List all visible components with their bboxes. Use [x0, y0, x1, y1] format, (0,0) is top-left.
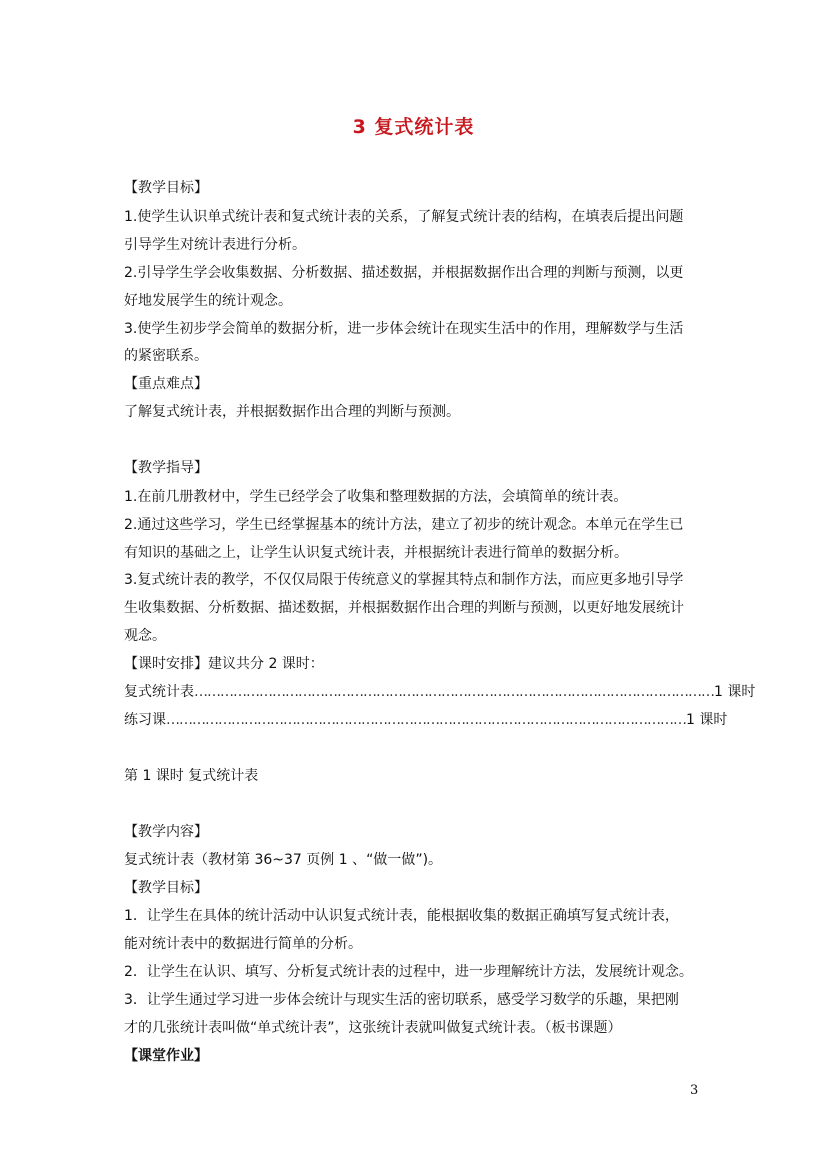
guide-line: 3.复式统计表的教学，不仅仅局限于传统意义的掌握其特点和制作方法，而应更多地引导学 [124, 572, 684, 588]
guide-line: 有知识的基础之上，让学生认识复式统计表，并根据统计表进行简单的数据分析。 [124, 545, 628, 561]
schedule-name: 复式统计表 [124, 684, 194, 700]
teaching-goals-heading-2: 【教学目标】 [124, 880, 208, 896]
teaching-content-text: 复式统计表（教材第 36~37 页例 1 、“做一做”)。 [124, 852, 443, 868]
schedule-name: 练习课 [124, 712, 166, 728]
goal-line: 3．让学生通过学习进一步体会统计与现实生活的密切联系，感受学习数学的乐趣，果把刚 [124, 992, 679, 1008]
teaching-guide-heading: 【教学指导】 [124, 460, 208, 476]
schedule-row [124, 710, 728, 730]
goal-line: 1.使学生认识单式统计表和复式统计表的关系，了解复式统计表的结构，在填表后提出问题 [124, 209, 684, 225]
goal-line: 2．让学生在认识、填写、分析复式统计表的过程中，进一步理解统计方法，发展统计观念。 [124, 964, 693, 980]
guide-line: 生收集数据、分析数据、描述数据，并根据数据作出合理的判断与预测，以更好地发展统计 [124, 600, 684, 616]
goal-line: 3.使学生初步学会简单的数据分析，进一步体会统计在现实生活中的作用，理解数学与生活 [124, 321, 684, 337]
guide-line: 1.在前几册教材中，学生已经学会了收集和整理数据的方法，会填简单的统计表。 [124, 489, 628, 505]
guide-line: 观念。 [124, 628, 166, 644]
guide-line: 2.通过这些学习，学生已经掌握基本的统计方法，建立了初步的统计观念。本单元在学生已 [124, 517, 684, 533]
goal-line: 引导学生对统计表进行分析。 [124, 237, 306, 253]
goal-line: 才的几张统计表叫做“单式统计表”，这张统计表就叫做复式统计表。（板书课题） [124, 1020, 622, 1036]
goal-line: 2.引导学生学会收集数据、分析数据、描述数据，并根据数据作出合理的判断与预测，以更 [124, 265, 684, 281]
goal-line: 的紧密联系。 [124, 348, 208, 364]
lesson-title: 第 1 课时 复式统计表 [124, 768, 259, 784]
schedule-heading: 【课时安排】建议共分 2 课时： [124, 656, 324, 672]
teaching-goals-heading: 【教学目标】 [124, 180, 208, 196]
toc-leader: ………………………………………………………………………………………………………… [194, 684, 714, 700]
page-number: 3 [690, 1083, 699, 1098]
goal-line: 能对统计表中的数据进行简单的分析。 [124, 936, 362, 952]
key-points-heading: 【重点难点】 [124, 376, 208, 392]
page-title: 3 复式统计表 [352, 116, 475, 138]
goal-line: 好地发展学生的统计观念。 [124, 293, 292, 309]
schedule-hours: 1 课时 [714, 684, 756, 700]
key-points-text: 了解复式统计表，并根据数据作出合理的判断与预测。 [124, 404, 460, 420]
teaching-content-heading: 【教学内容】 [124, 824, 208, 840]
homework-heading: 【课堂作业】 [124, 1048, 208, 1064]
schedule-hours: 1 课时 [686, 712, 728, 728]
schedule-row [124, 682, 756, 702]
toc-leader: ………………………………………………………………………………………………………… [166, 712, 686, 728]
goal-line: 1．让学生在具体的统计活动中认识复式统计表，能根据收集的数据正确填写复式统计表， [124, 908, 679, 924]
